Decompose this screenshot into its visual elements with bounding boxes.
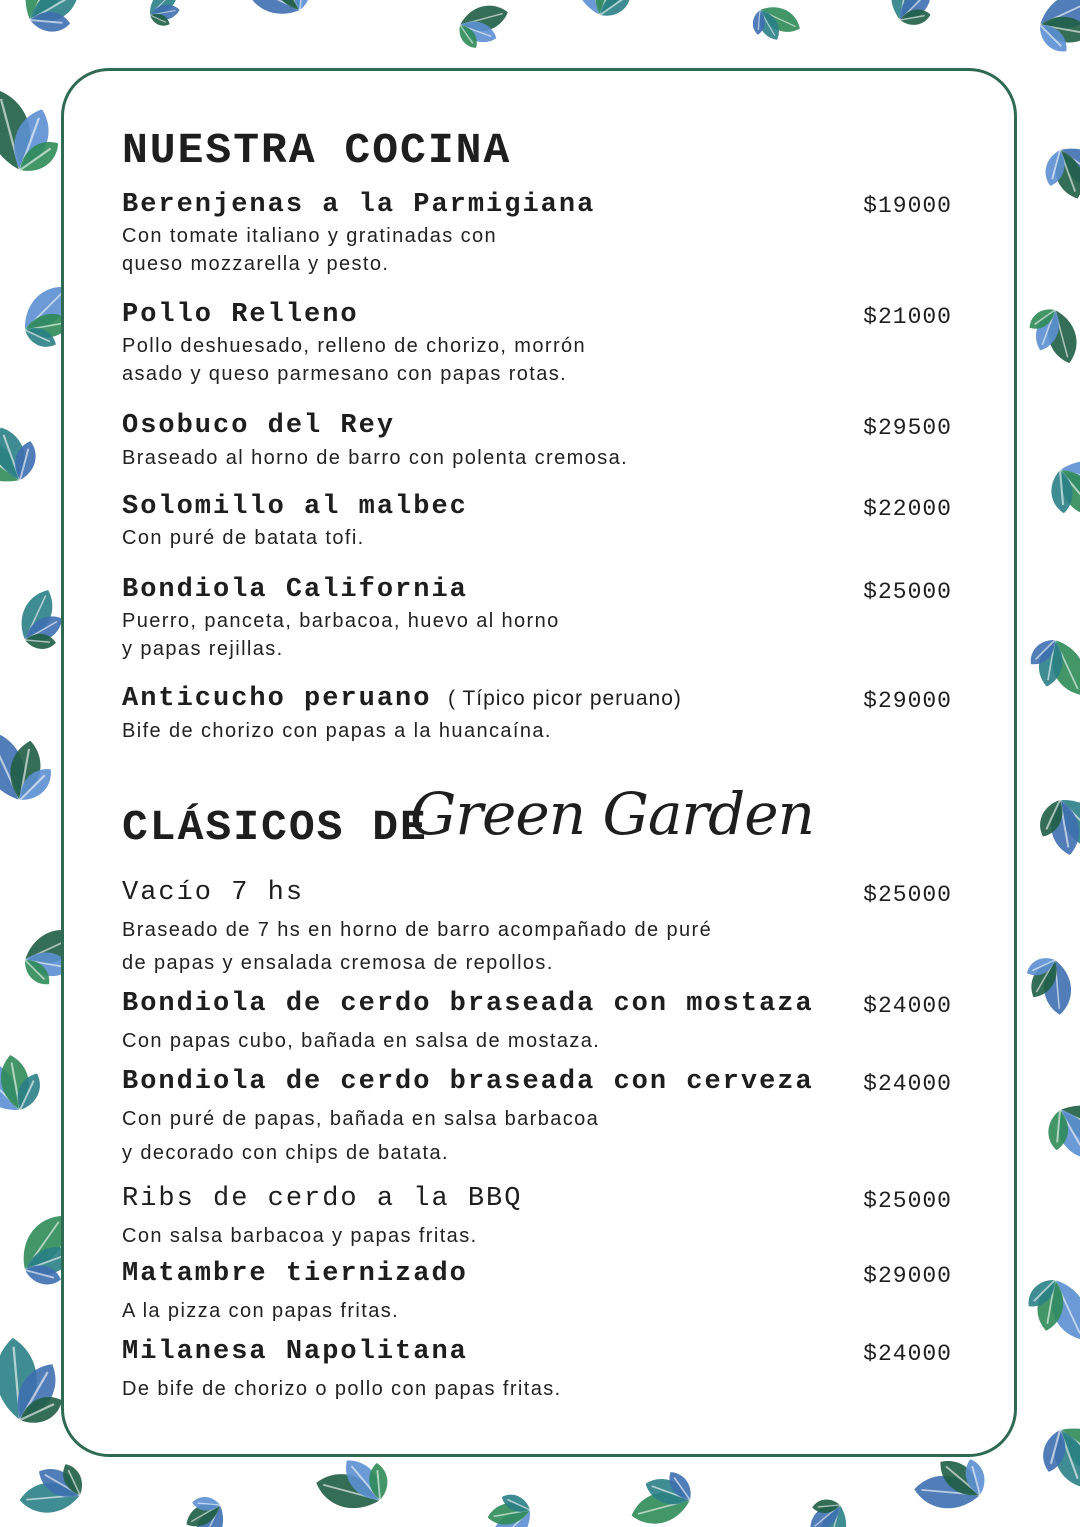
leaf-shape: [139, 0, 189, 32]
item-name: Osobuco del Rey: [122, 411, 396, 441]
item-price: $24000: [863, 1341, 952, 1367]
item-note: ( Típico picor peruano): [448, 687, 682, 710]
item-price: $22000: [863, 496, 952, 522]
leaf-shape: [1025, 1399, 1080, 1511]
item-name: Bondiola de cerdo braseada con cerveza: [122, 1067, 814, 1097]
leaf-shape: [1028, 1074, 1080, 1185]
item-name: Solomillo al malbec: [122, 492, 468, 522]
leaf-shape: [1014, 295, 1080, 375]
item-price: $24000: [863, 993, 952, 1019]
item-desc-line: De bife de chorizo o pollo con papas fritas.: [122, 1378, 562, 1400]
item-desc-line: Con puré de batata tofi.: [122, 527, 365, 549]
item-name: Anticucho peruano: [122, 684, 432, 714]
item-price: $29000: [863, 1263, 952, 1289]
item-price: $29000: [863, 688, 952, 714]
item-desc-line: Braseado al horno de barro con polenta cremosa.: [122, 447, 629, 469]
item-price: $29500: [863, 415, 952, 441]
item-desc-line: Con salsa barbacoa y papas fritas.: [122, 1225, 478, 1247]
leaf-shape: [0, 405, 53, 509]
item-name: Ribs de cerdo a la BBQ: [122, 1184, 523, 1214]
section-title-clasicos: CLÁSICOS DE: [122, 803, 428, 852]
item-desc-line: Braseado de 7 hs en horno de barro acompañado de puré: [122, 919, 713, 941]
leaf-shape: [1028, 780, 1080, 873]
leaf-shape: [0, 1037, 52, 1130]
brand-script-green-garden: Green Garden: [410, 780, 814, 848]
leaf-shape: [1016, 1266, 1080, 1351]
item-price: $25000: [863, 579, 952, 605]
leaf-shape: [1008, 941, 1080, 1027]
leaf-shape: [230, 0, 327, 41]
leaf-shape: [1026, 0, 1080, 64]
leaf-shape: [864, 0, 954, 42]
leaf-shape: [549, 0, 649, 34]
item-desc-line: Bife de chorizo con papas a la huancaína.: [122, 720, 552, 742]
item-name: Matambre tiernizado: [122, 1259, 468, 1289]
leaf-shape: [0, 717, 66, 817]
leaf-shape: [1030, 124, 1080, 220]
item-price: $24000: [863, 1071, 952, 1097]
item-desc-line: A la pizza con papas fritas.: [122, 1300, 400, 1322]
item-name: Pollo Relleno: [122, 300, 359, 330]
item-desc-line: de papas y ensalada cremosa de repollos.: [122, 952, 554, 974]
leaf-shape: [740, 0, 810, 56]
leaf-shape: [6, 1443, 100, 1527]
item-desc-line: y papas rejillas.: [122, 638, 284, 660]
item-desc-line: Pollo deshuesado, relleno de chorizo, morrón: [122, 335, 587, 357]
leaf-shape: [0, 0, 105, 52]
leaf-shape: [168, 1483, 245, 1527]
item-price: $25000: [863, 1188, 952, 1214]
item-desc-line: Con puré de papas, bañada en salsa barbacoa: [122, 1108, 600, 1130]
leaf-shape: [446, 0, 518, 61]
item-price: $25000: [863, 882, 952, 908]
item-name: Bondiola de cerdo braseada con mostaza: [122, 989, 814, 1019]
item-desc-line: asado y queso parmesano con papas rotas.: [122, 363, 568, 385]
item-name: Bondiola California: [122, 575, 468, 605]
leaf-shape: [1027, 423, 1080, 548]
item-name: Vacío 7 hs: [122, 878, 305, 908]
item-desc-line: queso mozzarella y pesto.: [122, 253, 390, 275]
leaf-shape: [1019, 627, 1080, 705]
item-price: $19000: [863, 193, 952, 219]
leaf-shape: [474, 1485, 545, 1527]
item-desc-line: Con tomate italiano y gratinadas con: [122, 225, 498, 247]
item-desc-line: y decorado con chips de batata.: [122, 1142, 449, 1164]
item-desc-line: Puerro, panceta, barbacoa, huevo al horno: [122, 610, 560, 632]
item-name: Berenjenas a la Parmigiana: [122, 190, 596, 220]
leaf-shape: [619, 1455, 707, 1527]
leaf-shape: [790, 1484, 870, 1527]
item-price: $21000: [863, 304, 952, 330]
item-name: Milanesa Napolitana: [122, 1337, 468, 1367]
section-title-nuestra-cocina: NUESTRA COCINA: [122, 126, 512, 175]
item-desc-line: Con papas cubo, bañada en salsa de mostaza.: [122, 1030, 601, 1052]
